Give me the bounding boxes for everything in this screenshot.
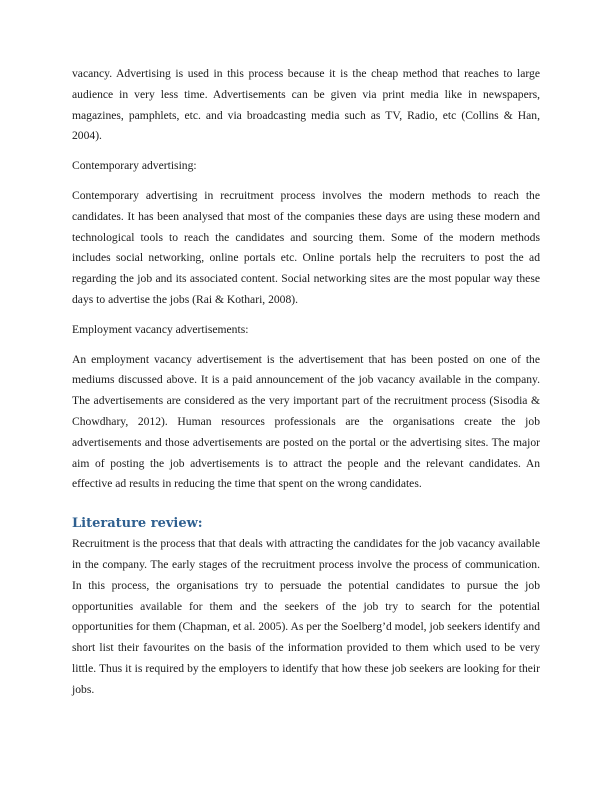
subheading-contemporary-advertising: Contemporary advertising: [72,159,197,173]
paragraph-advertising-intro: vacancy. Advertising is used in this process because it is the cheap method that reaches to large audience in very less time. Advertisements can be given via print media like in newspapers, magazines, pamphlets, etc. and via broadcasting media such as TV, Radio, etc (Collins & Han, 2004). [72,67,540,143]
subheading-employment-vacancy: Employment vacancy advertisements: [72,322,249,336]
document-page [72,64,540,710]
section-heading-literature-review: Literature review: [72,516,203,532]
paragraph-employment-vacancy: An employment vacancy advertisement is the advertisement that has been posted on one of the mediums discussed above. It is a paid announcement of the job vacancy available in the company. The advertisements are considered as the very important part of the recruitment process (Sisodia & Chowdhary, 2012). Human resources professionals are the organisations create the job advertisements and those advertisements are posted on the portal or the advertising sites. The major aim of posting the job advertisements is to attract the people and the relevant candidates. An effective ad results in reducing the time that spent on the wrong candidates. [72,352,540,491]
paragraph-contemporary-advertising: Contemporary advertising in recruitment process involves the modern methods to reach the candidates. It has been analysed that most of the companies these days are using these modern and technological tools to reach the candidates and sourcing them. Some of the modern methods includes social networking, online portals etc. Online portals help the recruiters to post the ad regarding the job and its associated content. Social networking sites are the most popular way these days to advertise the jobs (Rai & Kothari, 2008). [72,188,540,306]
paragraph-literature-review: Recruitment is the process that that deals with attracting the candidates for the job vacancy available in the company. The early stages of the recruitment process involve the process of communication. In this process, the organisations try to persuade the potential candidates to pursue the job opportunities available for them and the seekers of the job try to search for the potential opportunities for them (Chapman, et al. 2005). As per the Soelberg’d model, job seekers identify and short list their favourites on the basis of the information provided to them which used to be very little. Thus it is required by the employers to identify that how these job seekers are looking for their jobs. [72,537,540,696]
